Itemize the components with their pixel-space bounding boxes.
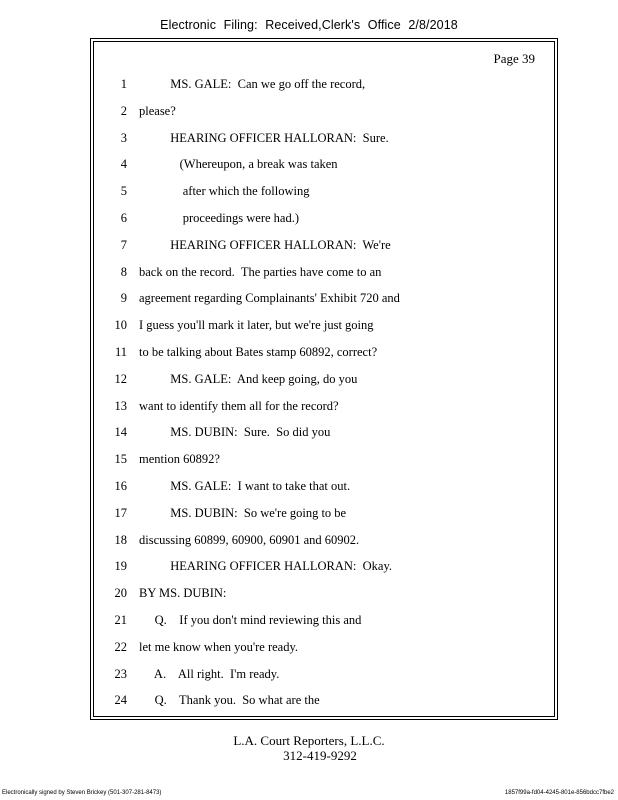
line-number: 10 (114, 318, 127, 333)
reporter-footer (0, 733, 618, 763)
transcript-line (91, 211, 551, 237)
line-number: 1 (120, 77, 127, 91)
transcript-line (91, 184, 551, 210)
line-text: discussing 60899, 60900, 60901 and 60902. (139, 532, 360, 547)
line-text: MS. GALE: And keep going, do you (139, 371, 358, 386)
line-text: back on the record. The parties have come to an (139, 264, 382, 279)
transcript-line (91, 399, 551, 425)
line-number: 3 (120, 130, 127, 145)
transcript-line (91, 157, 551, 183)
line-text: after which the following (139, 184, 310, 199)
transcript-line (91, 640, 551, 666)
e-signature: Electronically signed by Steven Brickey (501-307-281-8473) (2, 790, 162, 796)
line-text: proceedings were had.) (139, 211, 300, 225)
line-text: Q. If you don't mind reviewing this and (139, 613, 362, 627)
transcript-line (91, 586, 551, 612)
transcript-line (91, 425, 551, 451)
transcript-line (91, 533, 551, 559)
line-number: 14 (114, 425, 127, 440)
line-number: 4 (120, 157, 127, 172)
line-number: 15 (114, 452, 127, 467)
line-text: MS. GALE: Can we go off the record, (139, 77, 366, 91)
line-text: MS. DUBIN: So we're going to be (139, 505, 347, 520)
line-number: 17 (114, 505, 127, 520)
transcript-line (91, 667, 551, 693)
transcript-line (91, 318, 551, 344)
transcript-line (91, 291, 551, 317)
line-text: I guess you'll mark it later, but we're just going (139, 318, 374, 333)
line-text: BY MS. DUBIN: (139, 586, 227, 601)
line-text: MS. DUBIN: Sure. So did you (139, 425, 331, 440)
transcript-line (91, 131, 551, 157)
transcript-line (91, 238, 551, 264)
line-number: 19 (114, 559, 127, 574)
document-hash: 1857f99a-fd04-4245-801e-856bdcc7fbe2 (504, 790, 614, 796)
line-number: 20 (114, 586, 127, 601)
line-number: 21 (114, 613, 127, 627)
line-number: 13 (114, 398, 127, 413)
line-number: 8 (120, 264, 127, 279)
line-text: let me know when you're ready. (139, 639, 299, 654)
line-text: MS. GALE: I want to take that out. (139, 479, 351, 493)
transcript-line (91, 104, 551, 130)
line-text: HEARING OFFICER HALLORAN: Okay. (139, 559, 393, 574)
transcript-line (91, 479, 551, 505)
line-number: 16 (114, 479, 127, 493)
line-text: (Whereupon, a break was taken (139, 157, 338, 172)
reporter-phone: 312-419-9292 (283, 748, 357, 763)
transcript-line (91, 506, 551, 532)
transcript-line (91, 452, 551, 478)
line-number: 23 (114, 666, 127, 681)
line-text: Q. Thank you. So what are the (139, 693, 320, 708)
line-number: 2 (120, 103, 127, 118)
line-number: 24 (114, 693, 127, 708)
transcript-line (91, 345, 551, 371)
line-number: 5 (120, 184, 127, 199)
page-number: Page 39 (493, 51, 535, 66)
transcript-line (91, 693, 551, 719)
line-text: agreement regarding Complainants' Exhibit 720 and (139, 291, 400, 306)
transcript-line (91, 77, 551, 103)
transcript-page (90, 38, 558, 720)
line-number: 7 (120, 237, 127, 252)
transcript-line (91, 265, 551, 291)
line-text: to be talking about Bates stamp 60892, correct? (139, 345, 378, 359)
line-text: HEARING OFFICER HALLORAN: Sure. (139, 130, 389, 145)
transcript-line (91, 559, 551, 585)
transcript-line (91, 372, 551, 398)
transcript-line (91, 613, 551, 639)
line-number: 18 (114, 532, 127, 547)
line-number: 11 (114, 345, 127, 359)
line-number: 22 (114, 639, 127, 654)
line-number: 9 (120, 291, 127, 306)
line-text: mention 60892? (139, 452, 220, 467)
filing-stamp: Electronic Filing: Received,Clerk's Office 2/8/2018 (160, 18, 458, 32)
line-number: 12 (114, 371, 127, 386)
line-text: want to identify them all for the record? (139, 398, 339, 413)
line-number: 6 (120, 211, 127, 225)
line-text: please? (139, 103, 176, 118)
reporter-company: L.A. Court Reporters, L.L.C. (233, 733, 385, 748)
line-text: A. All right. I'm ready. (139, 666, 280, 681)
line-text: HEARING OFFICER HALLORAN: We're (139, 237, 391, 252)
